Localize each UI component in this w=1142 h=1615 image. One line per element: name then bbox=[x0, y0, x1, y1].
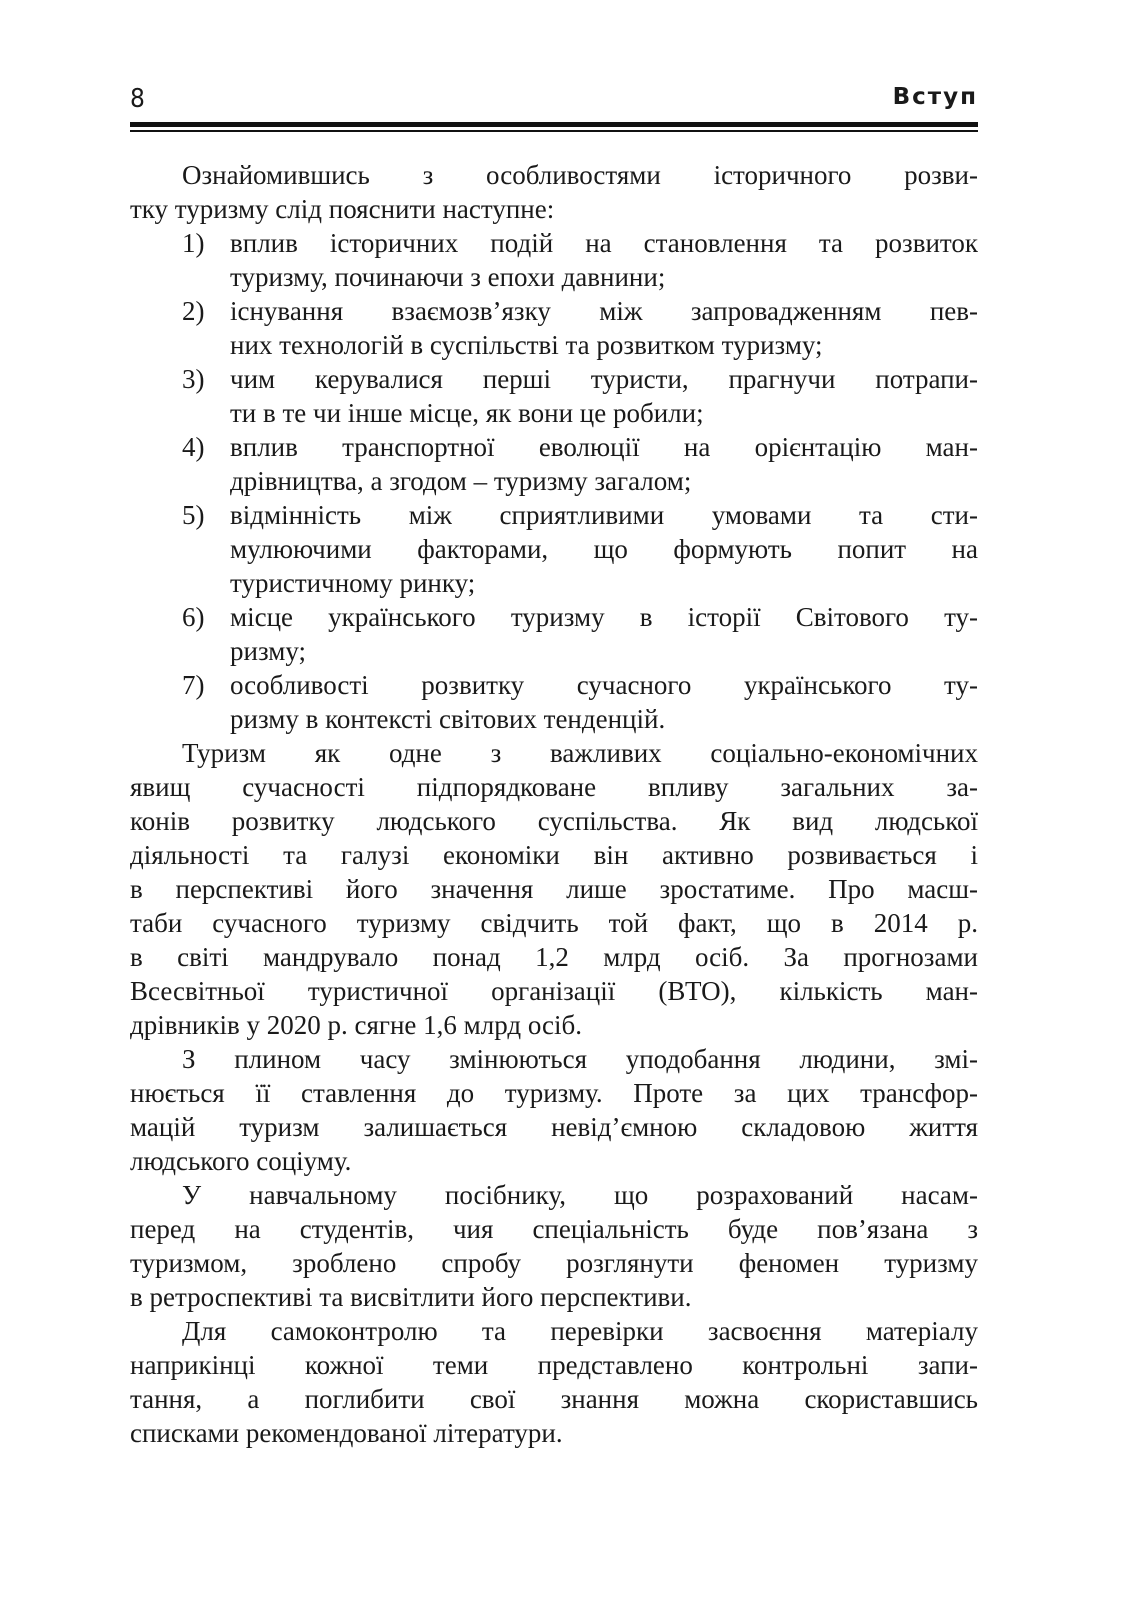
line-text: туризму, починаючи з епохи давнини; bbox=[230, 262, 666, 292]
list-item-line bbox=[130, 498, 978, 532]
running-header-title: Вступ bbox=[892, 84, 978, 110]
list-item-line bbox=[130, 634, 978, 668]
list-number: 7) bbox=[182, 670, 205, 700]
line-text: Туризм як одне з важливих соціально-економічних bbox=[182, 738, 978, 768]
paragraph-line bbox=[130, 1076, 978, 1110]
paragraph-line bbox=[130, 940, 978, 974]
paragraph-line bbox=[130, 974, 978, 1008]
line-text: наприкінці кожної теми представлено контрольні запи- bbox=[130, 1350, 978, 1380]
list-item-line bbox=[130, 260, 978, 294]
line-text: відмінність між сприятливими умовами та сти- bbox=[230, 500, 978, 530]
line-text: вплив транспортної еволюції на орієнтацію ман- bbox=[230, 432, 978, 462]
line-text: перед на студентів, чия спеціальність буде пов’язана з bbox=[130, 1214, 978, 1244]
paragraph-line bbox=[130, 838, 978, 872]
paragraph-line bbox=[130, 1348, 978, 1382]
list-number: 6) bbox=[182, 602, 205, 632]
list-item-line bbox=[130, 362, 978, 396]
list-number: 1) bbox=[182, 228, 205, 258]
line-text: Для самоконтролю та перевірки засвоєння матеріалу bbox=[182, 1316, 978, 1346]
line-text: таби сучасного туризму свідчить той факт, що в 2014 р. bbox=[130, 908, 978, 938]
list-item-line bbox=[130, 294, 978, 328]
line-text: списками рекомендованої літератури. bbox=[130, 1418, 563, 1448]
paragraph-line bbox=[130, 770, 978, 804]
line-text: Ознайомившись з особливостями історичного розви- bbox=[182, 160, 978, 190]
line-text: У навчальному посібнику, що розрахований насам- bbox=[182, 1180, 978, 1210]
list-item-line bbox=[130, 668, 978, 702]
paragraph-line bbox=[130, 1382, 978, 1416]
line-text: місце українського туризму в історії Світового ту- bbox=[230, 602, 978, 632]
list-item-line bbox=[130, 226, 978, 260]
line-text: мулюючими факторами, що формують попит на bbox=[230, 534, 978, 564]
list-item-line bbox=[130, 430, 978, 464]
line-text: вплив історичних подій на становлення та розвиток bbox=[230, 228, 978, 258]
paragraph-line bbox=[130, 1008, 978, 1042]
line-text: Всесвітньої туристичної організації (ВТО), кількість ман- bbox=[130, 976, 978, 1006]
line-text: З плином часу змінюються уподобання людини, змі- bbox=[182, 1044, 978, 1074]
paragraph-line bbox=[130, 1416, 978, 1450]
line-text: явищ сучасності підпорядковане впливу загальних за- bbox=[130, 772, 978, 802]
line-text: тання, а поглибити свої знання можна скориставшись bbox=[130, 1384, 978, 1414]
line-text: в ретроспективі та висвітлити його перспективи. bbox=[130, 1282, 692, 1312]
list-item-line bbox=[130, 566, 978, 600]
line-text: в перспективі його значення лише зростатиме. Про масш- bbox=[130, 874, 978, 904]
header-rule-thin bbox=[130, 130, 978, 132]
paragraph-line bbox=[130, 804, 978, 838]
paragraph-line bbox=[130, 736, 978, 770]
line-text: дрівників у 2020 р. сягне 1,6 млрд осіб. bbox=[130, 1010, 582, 1040]
line-text: мацій туризм залишається невід’ємною складовою життя bbox=[130, 1112, 978, 1142]
list-item-line bbox=[130, 396, 978, 430]
line-text: в світі мандрувало понад 1,2 млрд осіб. За прогнозами bbox=[130, 942, 978, 972]
line-text: ризму; bbox=[230, 636, 306, 666]
paragraph-line bbox=[130, 872, 978, 906]
line-text: ризму в контексті світових тенденцій. bbox=[230, 704, 666, 734]
paragraph-line bbox=[130, 1110, 978, 1144]
list-number: 5) bbox=[182, 500, 205, 530]
paragraph-line bbox=[130, 1178, 978, 1212]
paragraph-line bbox=[130, 1246, 978, 1280]
paragraph-line bbox=[130, 1042, 978, 1076]
line-text: дрівництва, а згодом – туризму загалом; bbox=[230, 466, 692, 496]
paragraph-line bbox=[130, 158, 978, 192]
line-text: діяльності та галузі економіки він активно розвивається і bbox=[130, 840, 978, 870]
paragraph-line bbox=[130, 1144, 978, 1178]
line-text: туризмом, зроблено спробу розглянути феномен туризму bbox=[130, 1248, 978, 1278]
paragraph-line bbox=[130, 1212, 978, 1246]
paragraph-line bbox=[130, 906, 978, 940]
list-number: 4) bbox=[182, 432, 205, 462]
list-number: 3) bbox=[182, 364, 205, 394]
line-text: тку туризму слід пояснити наступне: bbox=[130, 194, 555, 224]
list-number: 2) bbox=[182, 296, 205, 326]
paragraph-line bbox=[130, 1280, 978, 1314]
line-text: конів розвитку людського суспільства. Як вид людської bbox=[130, 806, 978, 836]
paragraph-line bbox=[130, 192, 978, 226]
line-text: туристичному ринку; bbox=[230, 568, 476, 598]
line-text: людського соціуму. bbox=[130, 1146, 352, 1176]
line-text: чим керувалися перші туристи, прагнучи потрапи- bbox=[230, 364, 978, 394]
list-item-line bbox=[130, 328, 978, 362]
line-text: них технологій в суспільстві та розвитком туризму; bbox=[230, 330, 823, 360]
line-text: особливості розвитку сучасного українського ту- bbox=[230, 670, 978, 700]
list-item-line bbox=[130, 532, 978, 566]
line-text: нюється її ставлення до туризму. Проте за цих трансфор- bbox=[130, 1078, 978, 1108]
list-item-line bbox=[130, 702, 978, 736]
line-text: існування взаємозв’язку між запровадженням пев- bbox=[230, 296, 978, 326]
list-item-line bbox=[130, 464, 978, 498]
page-number: 8 bbox=[130, 84, 145, 114]
list-item-line bbox=[130, 600, 978, 634]
paragraph-line bbox=[130, 1314, 978, 1348]
header-rule-thick bbox=[130, 122, 978, 127]
page-body-text bbox=[130, 158, 978, 1450]
line-text: ти в те чи інше місце, як вони це робили; bbox=[230, 398, 704, 428]
